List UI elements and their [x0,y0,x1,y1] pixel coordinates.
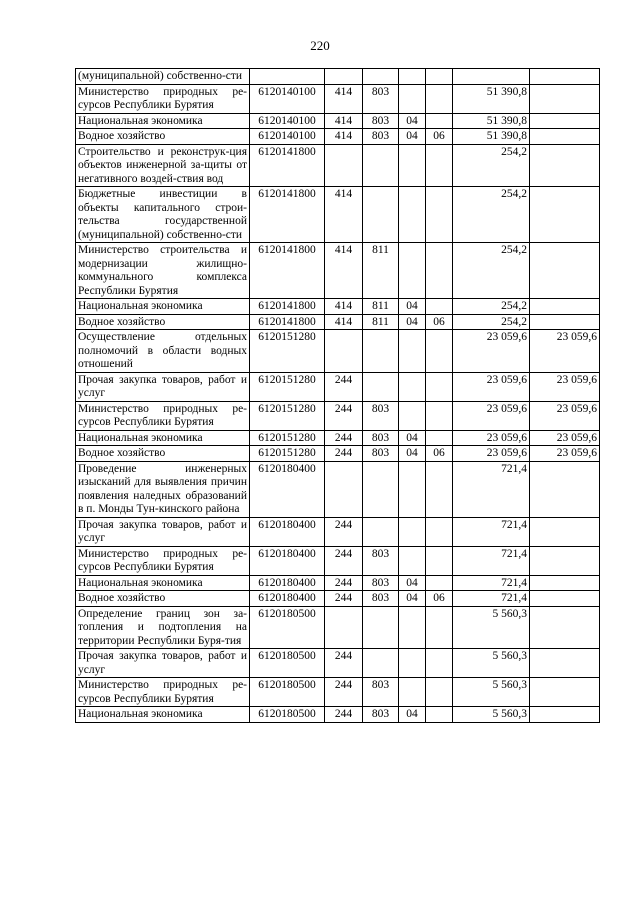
amount-subvention-cell [530,517,600,546]
amount-subvention-cell [530,575,600,591]
ministry-code-cell: 803 [363,546,399,575]
section-cell [399,517,426,546]
section-cell: 04 [399,314,426,330]
target-code-cell: 6120151280 [250,330,325,373]
target-code-cell [250,69,325,85]
row-name-cell: Национальная экономика [76,707,250,723]
amount-total-cell: 51 390,8 [453,113,530,129]
section-cell [399,678,426,707]
table-row [76,575,600,591]
section-cell: 04 [399,299,426,315]
expense-type-cell: 414 [325,129,363,145]
ministry-code-cell [363,144,399,187]
ministry-code-cell [363,69,399,85]
amount-total-cell: 254,2 [453,144,530,187]
expense-type-cell: 244 [325,575,363,591]
subsection-cell [426,84,453,113]
target-code-cell: 6120141800 [250,144,325,187]
target-code-cell: 6120141800 [250,187,325,243]
subsection-cell [426,372,453,401]
subsection-cell [426,69,453,85]
row-name-cell: Министерство природных ре-сурсов Республики Бурятия [76,84,250,113]
amount-total-cell: 51 390,8 [453,84,530,113]
amount-total-cell: 23 059,6 [453,430,530,446]
amount-subvention-cell [530,649,600,678]
row-name-cell: Осуществление отдельных полномочий в области водных отношений [76,330,250,373]
section-cell: 04 [399,591,426,607]
page-number: 220 [310,38,330,53]
subsection-cell [426,575,453,591]
target-code-cell: 6120180500 [250,606,325,649]
section-cell [399,144,426,187]
target-code-cell: 6120180500 [250,678,325,707]
amount-total-cell: 23 059,6 [453,446,530,462]
section-cell: 04 [399,113,426,129]
table-row [76,129,600,145]
target-code-cell: 6120140100 [250,84,325,113]
table-row [76,461,600,517]
expense-type-cell: 244 [325,546,363,575]
expense-type-cell: 244 [325,517,363,546]
expense-type-cell: 244 [325,372,363,401]
target-code-cell: 6120180500 [250,649,325,678]
ministry-code-cell: 803 [363,430,399,446]
expense-type-cell: 414 [325,299,363,315]
ministry-code-cell: 803 [363,113,399,129]
amount-total-cell: 51 390,8 [453,129,530,145]
amount-total-cell: 721,4 [453,591,530,607]
target-code-cell: 6120151280 [250,401,325,430]
amount-subvention-cell [530,84,600,113]
ministry-code-cell: 803 [363,129,399,145]
ministry-code-cell: 803 [363,678,399,707]
expense-type-cell: 244 [325,591,363,607]
section-cell [399,243,426,299]
row-name-cell: Водное хозяйство [76,129,250,145]
ministry-code-cell [363,372,399,401]
subsection-cell [426,243,453,299]
target-code-cell: 6120141800 [250,243,325,299]
row-name-cell: Национальная экономика [76,299,250,315]
expense-type-cell: 244 [325,707,363,723]
ministry-code-cell: 803 [363,575,399,591]
row-name-cell: Министерство строительства и модернизации жилищно-коммунального комплекса Республики Бурятия [76,243,250,299]
amount-total-cell: 254,2 [453,187,530,243]
table-row [76,187,600,243]
amount-total-cell: 5 560,3 [453,678,530,707]
row-name-cell: Министерство природных ре-сурсов Республики Бурятия [76,678,250,707]
row-name-cell: Бюджетные инвестиции в объекты капитального строи-тельства государственной (муниципальной) собственно-сти [76,187,250,243]
amount-subvention-cell [530,113,600,129]
expense-type-cell: 244 [325,446,363,462]
expense-type-cell: 244 [325,401,363,430]
expense-type-cell: 414 [325,187,363,243]
table-row [76,84,600,113]
row-name-cell: Строительство и реконструк-ция объектов инженерной за-щиты от негативного воздей-ствия вод [76,144,250,187]
ministry-code-cell: 811 [363,299,399,315]
ministry-code-cell: 811 [363,314,399,330]
section-cell [399,330,426,373]
subsection-cell [426,678,453,707]
subsection-cell [426,113,453,129]
subsection-cell: 06 [426,446,453,462]
section-cell [399,187,426,243]
section-cell [399,649,426,678]
table-row [76,446,600,462]
amount-subvention-cell: 23 059,6 [530,372,600,401]
amount-subvention-cell [530,314,600,330]
section-cell: 04 [399,446,426,462]
amount-subvention-cell [530,187,600,243]
amount-subvention-cell [530,461,600,517]
ministry-code-cell: 803 [363,84,399,113]
row-name-cell: Водное хозяйство [76,591,250,607]
target-code-cell: 6120180500 [250,707,325,723]
section-cell [399,461,426,517]
amount-subvention-cell [530,707,600,723]
ministry-code-cell: 803 [363,401,399,430]
table-row [76,606,600,649]
ministry-code-cell: 803 [363,591,399,607]
section-cell [399,69,426,85]
amount-subvention-cell [530,129,600,145]
table-body [76,69,600,723]
table-row [76,243,600,299]
target-code-cell: 6120151280 [250,430,325,446]
table-row [76,546,600,575]
target-code-cell: 6120141800 [250,299,325,315]
ministry-code-cell: 803 [363,446,399,462]
section-cell [399,372,426,401]
ministry-code-cell [363,606,399,649]
subsection-cell [426,546,453,575]
subsection-cell [426,144,453,187]
subsection-cell [426,606,453,649]
amount-total-cell: 23 059,6 [453,330,530,373]
table-row [76,144,600,187]
row-name-cell: Проведение инженерных изысканий для выявления причин появления наледных образований в п. Монды Тун-кинского района [76,461,250,517]
expense-type-cell: 414 [325,314,363,330]
amount-subvention-cell [530,546,600,575]
target-code-cell: 6120180400 [250,546,325,575]
table-row [76,314,600,330]
table-row [76,113,600,129]
amount-subvention-cell [530,69,600,85]
target-code-cell: 6120180400 [250,517,325,546]
target-code-cell: 6120151280 [250,446,325,462]
amount-subvention-cell [530,144,600,187]
amount-total-cell: 254,2 [453,314,530,330]
amount-total-cell: 721,4 [453,517,530,546]
amount-subvention-cell [530,243,600,299]
amount-total-cell: 23 059,6 [453,372,530,401]
section-cell [399,401,426,430]
ministry-code-cell: 803 [363,707,399,723]
ministry-code-cell [363,649,399,678]
section-cell: 04 [399,575,426,591]
table-row [76,372,600,401]
table-row [76,430,600,446]
expense-type-cell: 414 [325,113,363,129]
amount-total-cell: 5 560,3 [453,649,530,678]
row-name-cell: Прочая закупка товаров, работ и услуг [76,649,250,678]
expense-type-cell [325,69,363,85]
target-code-cell: 6120180400 [250,591,325,607]
section-cell: 04 [399,707,426,723]
subsection-cell [426,517,453,546]
target-code-cell: 6120140100 [250,129,325,145]
subsection-cell: 06 [426,129,453,145]
amount-subvention-cell [530,299,600,315]
expense-type-cell [325,461,363,517]
amount-subvention-cell [530,606,600,649]
amount-subvention-cell [530,678,600,707]
subsection-cell [426,430,453,446]
subsection-cell [426,649,453,678]
budget-table [75,68,600,723]
section-cell: 04 [399,129,426,145]
amount-total-cell: 5 560,3 [453,707,530,723]
ministry-code-cell: 811 [363,243,399,299]
section-cell [399,546,426,575]
target-code-cell: 6120180400 [250,461,325,517]
amount-total-cell: 721,4 [453,461,530,517]
expense-type-cell: 244 [325,649,363,678]
subsection-cell [426,299,453,315]
amount-total-cell: 721,4 [453,546,530,575]
amount-total-cell: 721,4 [453,575,530,591]
amount-subvention-cell [530,591,600,607]
row-name-cell: (муниципальной) собственно-сти [76,69,250,85]
section-cell [399,84,426,113]
amount-subvention-cell: 23 059,6 [530,446,600,462]
row-name-cell: Национальная экономика [76,430,250,446]
table-row [76,591,600,607]
table-row [76,678,600,707]
expense-type-cell: 414 [325,84,363,113]
subsection-cell [426,461,453,517]
table-row [76,649,600,678]
row-name-cell: Водное хозяйство [76,446,250,462]
table-row [76,69,600,85]
amount-total-cell: 254,2 [453,243,530,299]
subsection-cell: 06 [426,314,453,330]
row-name-cell: Министерство природных ре-сурсов Республики Бурятия [76,401,250,430]
section-cell: 04 [399,430,426,446]
section-cell [399,606,426,649]
ministry-code-cell [363,461,399,517]
expense-type-cell [325,330,363,373]
target-code-cell: 6120180400 [250,575,325,591]
table-row [76,330,600,373]
row-name-cell: Прочая закупка товаров, работ и услуг [76,517,250,546]
expense-type-cell [325,144,363,187]
subsection-cell [426,187,453,243]
expense-type-cell: 244 [325,678,363,707]
expense-type-cell [325,606,363,649]
ministry-code-cell [363,517,399,546]
target-code-cell: 6120151280 [250,372,325,401]
subsection-cell [426,330,453,373]
ministry-code-cell [363,330,399,373]
row-name-cell: Водное хозяйство [76,314,250,330]
row-name-cell: Национальная экономика [76,113,250,129]
target-code-cell: 6120140100 [250,113,325,129]
amount-subvention-cell: 23 059,6 [530,430,600,446]
target-code-cell: 6120141800 [250,314,325,330]
table-row [76,517,600,546]
subsection-cell [426,707,453,723]
amount-total-cell: 23 059,6 [453,401,530,430]
ministry-code-cell [363,187,399,243]
amount-total-cell: 5 560,3 [453,606,530,649]
subsection-cell: 06 [426,591,453,607]
table-row [76,299,600,315]
amount-subvention-cell: 23 059,6 [530,330,600,373]
expense-type-cell: 244 [325,430,363,446]
amount-total-cell [453,69,530,85]
amount-subvention-cell: 23 059,6 [530,401,600,430]
table-row [76,401,600,430]
subsection-cell [426,401,453,430]
row-name-cell: Министерство природных ре-сурсов Республики Бурятия [76,546,250,575]
table-row [76,707,600,723]
amount-total-cell: 254,2 [453,299,530,315]
row-name-cell: Определение границ зон за-топления и подтопления на территории Республики Буря-тия [76,606,250,649]
row-name-cell: Прочая закупка товаров, работ и услуг [76,372,250,401]
expense-type-cell: 414 [325,243,363,299]
row-name-cell: Национальная экономика [76,575,250,591]
